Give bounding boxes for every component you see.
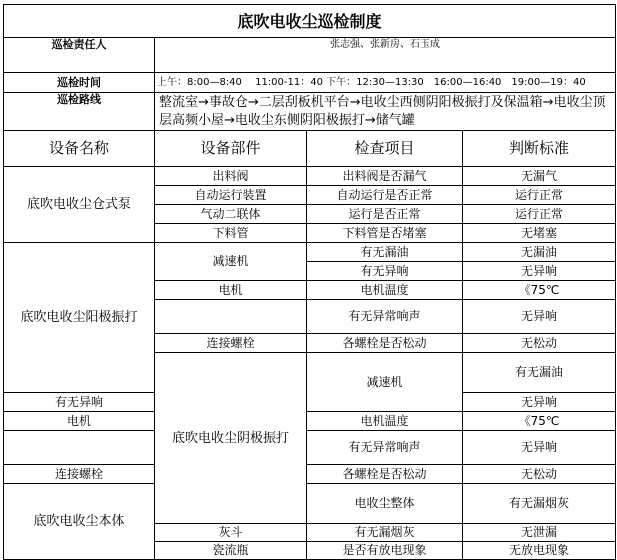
item-cell: 自动运行是否正常 [307, 186, 463, 205]
inspection-table [3, 4, 616, 560]
part-cell: 瓷流瓶 [155, 542, 307, 560]
item-cell: 各螺栓是否松动 [307, 334, 463, 353]
standard-cell: 无放电现象 [463, 542, 616, 560]
title-row [4, 5, 616, 38]
route-label: 巡检路线 [4, 93, 155, 131]
responsible-label: 巡检责任人 [4, 38, 155, 73]
table-row [4, 484, 616, 524]
item-cell: 电机温度 [307, 412, 463, 431]
page-title: 底吹电收尘巡检制度 [4, 5, 616, 38]
standard-cell: 无松动 [463, 465, 616, 484]
item-cell: 有无漏油 [463, 353, 616, 393]
item-cell: 出料阀是否漏气 [307, 167, 463, 186]
table-row [4, 465, 616, 484]
standard-cell: 无堵塞 [463, 224, 616, 243]
standard-cell: 无异响 [463, 431, 616, 465]
route-row [4, 93, 616, 131]
standard-cell: 无异响 [463, 300, 616, 334]
part-cell: 出料阀 [155, 167, 307, 186]
part-cell: 减速机 [307, 353, 463, 412]
standard-cell: 《75℃ [463, 412, 616, 431]
part-cell: 电收尘整体 [307, 484, 463, 524]
item-cell: 有无漏油 [307, 243, 463, 262]
standard-cell: 无异响 [463, 262, 616, 281]
responsible-value: 张志强、张新房、石玉成 [155, 38, 616, 73]
header-standard: 判断标准 [463, 131, 616, 167]
time-row [4, 73, 616, 93]
table-row [4, 412, 616, 431]
part-cell: 电机 [4, 412, 155, 431]
part-cell [4, 431, 155, 465]
part-cell: 连接螺栓 [155, 334, 307, 353]
part-cell: 气动二联体 [155, 205, 307, 224]
part-cell: 连接螺栓 [4, 465, 155, 484]
part-cell: 自动运行装置 [155, 186, 307, 205]
standard-cell: 无漏油 [463, 243, 616, 262]
item-cell: 电机温度 [307, 281, 463, 300]
time-label: 巡检时间 [4, 73, 155, 93]
part-cell: 减速机 [155, 243, 307, 281]
header-equipment: 设备名称 [4, 131, 155, 167]
route-value: 整流室→事故仓→二层刮板机平台→电收尘西侧阴阳极振打及保温箱→电收尘顶层高频小屋→电收尘东侧阴阳极振打→储气罐 [155, 93, 616, 131]
part-cell [155, 300, 307, 334]
equipment-name: 底吹电收尘仓式泵 [4, 167, 155, 243]
item-cell: 有无异常响声 [307, 300, 463, 334]
part-cell: 灰斗 [155, 524, 307, 542]
time-value: 上午：8:00—8:40 11:00-11：40 下午：12:30—13:30 16:00—16:40 19:00—19：40 [155, 73, 616, 93]
standard-cell: 无漏气 [463, 167, 616, 186]
responsible-row [4, 38, 616, 73]
item-cell: 下料管是否堵塞 [307, 224, 463, 243]
header-item: 检查项目 [307, 131, 463, 167]
part-cell: 电机 [155, 281, 307, 300]
item-cell: 有无漏烟灰 [307, 524, 463, 542]
part-cell: 下料管 [155, 224, 307, 243]
item-cell: 有无异响 [307, 262, 463, 281]
equipment-name: 底吹电收尘阳极振打 [4, 243, 155, 393]
standard-cell: 无异响 [463, 393, 616, 412]
item-cell: 有无异响 [4, 393, 155, 412]
header-part: 设备部件 [155, 131, 307, 167]
item-cell: 各螺栓是否松动 [307, 465, 463, 484]
equipment-name: 底吹电收尘本体 [4, 484, 155, 560]
standard-cell: 运行正常 [463, 186, 616, 205]
standard-cell: 《75℃ [463, 281, 616, 300]
standard-cell: 无泄漏 [463, 524, 616, 542]
header-row [4, 131, 616, 167]
standard-cell: 无松动 [463, 334, 616, 353]
equipment-name: 底吹电收尘阴极振打 [155, 353, 307, 524]
table-row [4, 243, 616, 262]
item-cell: 是否有放电现象 [307, 542, 463, 560]
table-row [4, 431, 616, 465]
table-row [4, 167, 616, 186]
item-cell: 有无异常响声 [307, 431, 463, 465]
item-cell: 运行是否正常 [307, 205, 463, 224]
item-cell: 有无漏烟灰 [463, 484, 616, 524]
standard-cell: 运行正常 [463, 205, 616, 224]
